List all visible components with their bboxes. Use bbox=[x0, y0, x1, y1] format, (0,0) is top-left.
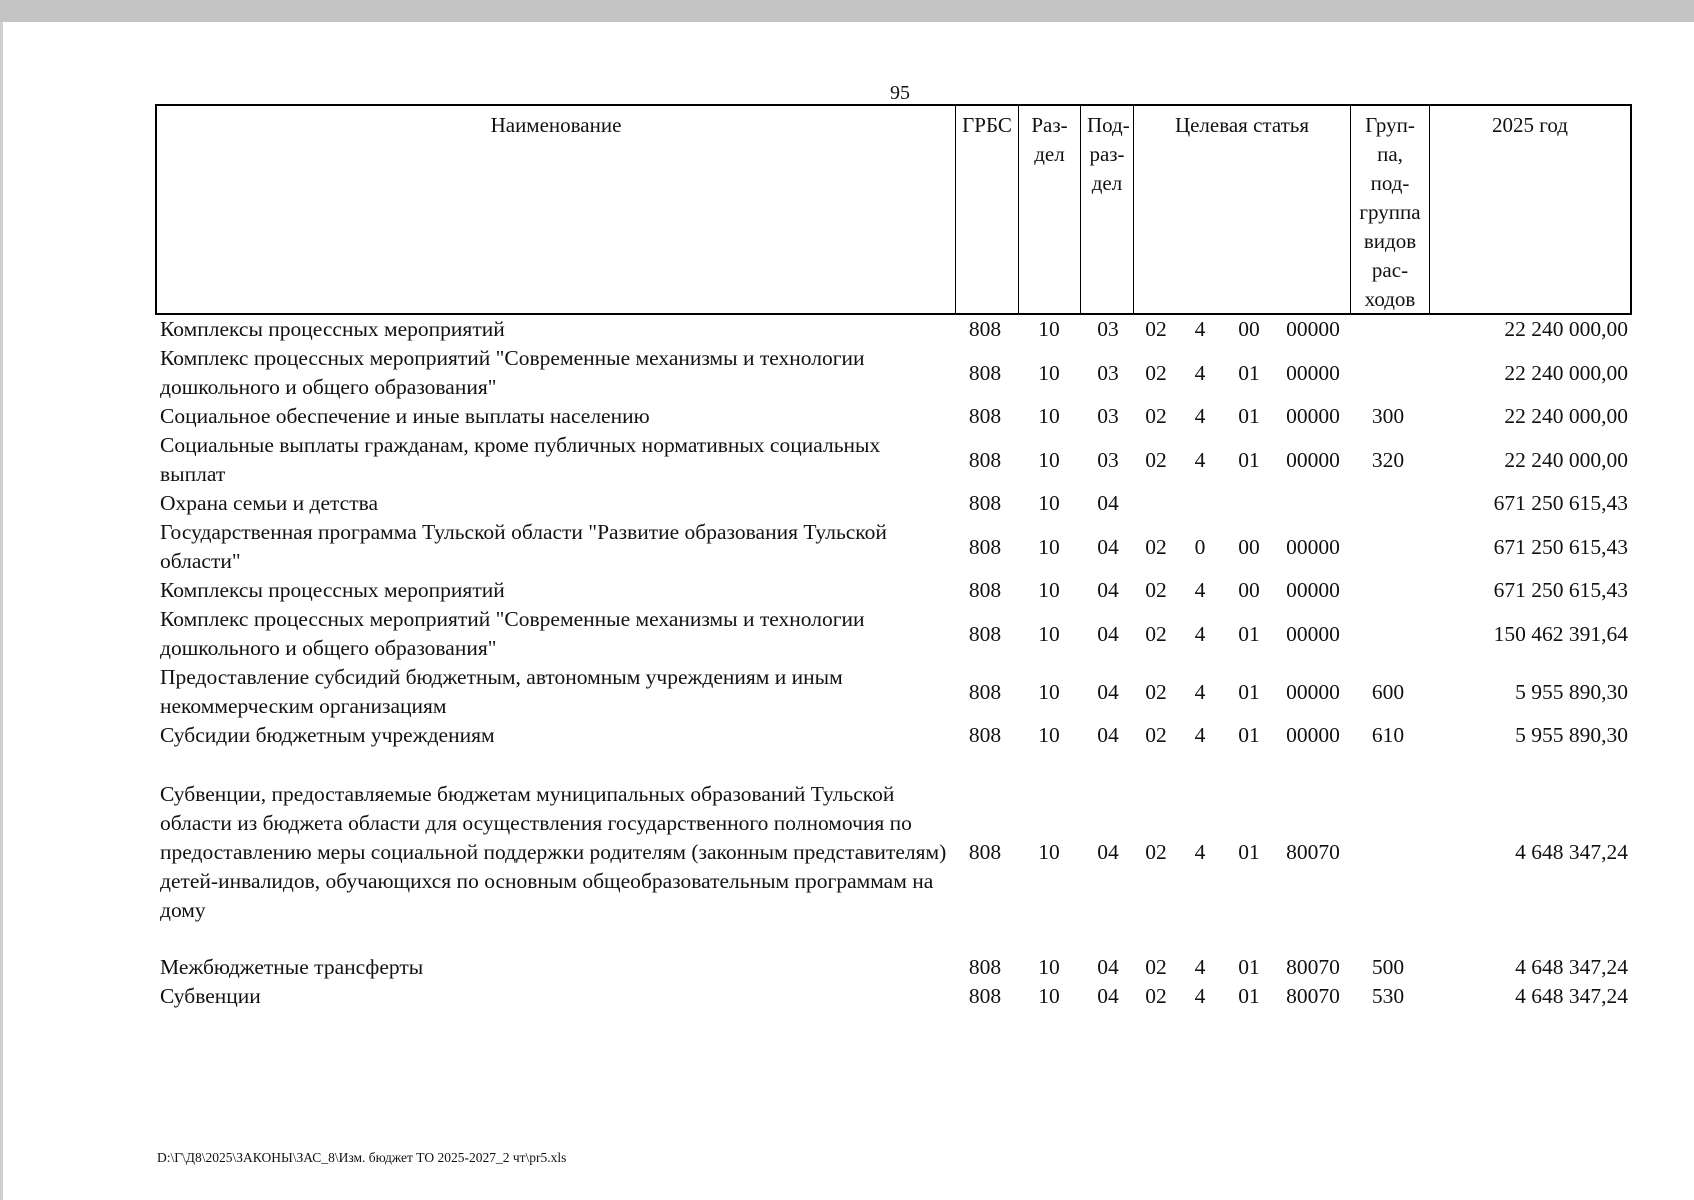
row-grbs: 808 bbox=[968, 955, 1002, 979]
row-target-type: 4 bbox=[1194, 404, 1206, 428]
row-expense-group: 500 bbox=[1371, 955, 1405, 979]
row-razdel: 10 bbox=[1038, 955, 1060, 979]
row-podrazdel: 04 bbox=[1097, 723, 1119, 747]
row-expense-group bbox=[1352, 518, 1424, 576]
row-podrazdel: 04 bbox=[1097, 621, 1119, 646]
row-target-type: 4 bbox=[1194, 447, 1206, 472]
row-target-program: 02 bbox=[1145, 679, 1167, 704]
row-podrazdel: 03 bbox=[1097, 317, 1119, 341]
row-grbs: 808 bbox=[968, 840, 1002, 864]
row-expense-group: 610 bbox=[1371, 723, 1405, 747]
row-target-type: 4 bbox=[1194, 679, 1206, 704]
row-expense-group bbox=[1352, 763, 1424, 942]
row-podrazdel: 03 bbox=[1097, 360, 1119, 385]
header-razdel: Раз- дел bbox=[1031, 113, 1068, 166]
row-expense-group bbox=[1352, 605, 1424, 663]
header-podrazdel: Под- раз- дел bbox=[1087, 113, 1130, 195]
row-target-type: 4 bbox=[1194, 840, 1206, 864]
row-target-program: 02 bbox=[1145, 534, 1167, 559]
header-grbs: ГРБС bbox=[962, 113, 1012, 137]
row-name: Межбюджетные трансферты bbox=[160, 955, 424, 979]
row-name: Комплексы процессных мероприятий bbox=[160, 578, 505, 602]
table-row bbox=[0, 763, 1694, 942]
row-amount: 22 240 000,00 bbox=[1504, 317, 1628, 341]
row-expense-group bbox=[1352, 489, 1424, 518]
row-expense-group: 300 bbox=[1371, 404, 1405, 428]
row-target-complex: 01 bbox=[1238, 404, 1260, 428]
row-razdel: 10 bbox=[1038, 317, 1060, 341]
row-name: Комплексы процессных мероприятий bbox=[160, 317, 505, 341]
row-target-type: 4 bbox=[1194, 621, 1206, 646]
row-target-type: 4 bbox=[1194, 723, 1206, 747]
header-group: Груп- па, под- группа видов рас- ходов bbox=[1359, 113, 1421, 311]
row-razdel: 10 bbox=[1038, 491, 1060, 515]
row-target-direction: 80070 bbox=[1286, 955, 1340, 979]
row-amount: 5 955 890,30 bbox=[1515, 723, 1628, 747]
table-row bbox=[0, 315, 1694, 344]
header-target: Целевая статья bbox=[1174, 113, 1310, 137]
row-amount: 5 955 890,30 bbox=[1515, 679, 1628, 704]
row-target-complex: 01 bbox=[1238, 447, 1260, 472]
table-row bbox=[0, 431, 1694, 489]
row-target-complex: 00 bbox=[1238, 534, 1260, 559]
table-row bbox=[0, 721, 1694, 750]
row-target-program: 02 bbox=[1145, 621, 1167, 646]
row-amount: 22 240 000,00 bbox=[1504, 404, 1628, 428]
row-target-program: 02 bbox=[1145, 360, 1167, 385]
row-target-direction: 80070 bbox=[1286, 840, 1340, 864]
table-row bbox=[0, 402, 1694, 431]
row-target-direction: 00000 bbox=[1286, 317, 1340, 341]
header-year-cell bbox=[1429, 106, 1630, 313]
row-razdel: 10 bbox=[1038, 360, 1060, 385]
table-row bbox=[0, 344, 1694, 402]
row-expense-group bbox=[1352, 315, 1424, 344]
row-name: Субсидии бюджетным учреждениям bbox=[160, 723, 495, 747]
header-name: Наименование bbox=[490, 113, 622, 137]
row-grbs: 808 bbox=[968, 723, 1002, 747]
table-row bbox=[0, 576, 1694, 605]
row-razdel: 10 bbox=[1038, 840, 1060, 864]
row-target-complex bbox=[1226, 489, 1272, 518]
row-name: Субвенции, предоставляемые бюджетам муниципальных образований Тульской области из бюджета области для осуществления государственного полномочия по предоставлению меры социальной поддержки родителям (законным представителям) детей-инвалидов, обучающихся по основным общеобразовательным программам на дому bbox=[160, 782, 947, 922]
row-target-direction: 00000 bbox=[1286, 534, 1340, 559]
row-target-complex: 01 bbox=[1238, 621, 1260, 646]
row-target-type: 4 bbox=[1194, 317, 1206, 341]
row-target-program: 02 bbox=[1145, 447, 1167, 472]
row-grbs: 808 bbox=[968, 679, 1002, 704]
row-grbs: 808 bbox=[968, 447, 1002, 472]
row-name: Охрана семьи и детства bbox=[160, 491, 379, 515]
header-year: 2025 год bbox=[1492, 113, 1568, 137]
row-razdel: 10 bbox=[1038, 679, 1060, 704]
row-expense-group bbox=[1352, 344, 1424, 402]
row-target-complex: 00 bbox=[1238, 578, 1260, 602]
row-amount: 22 240 000,00 bbox=[1504, 360, 1628, 385]
row-target-direction: 00000 bbox=[1286, 679, 1340, 704]
row-target-complex: 01 bbox=[1238, 840, 1260, 864]
row-target-type: 0 bbox=[1194, 534, 1206, 559]
row-target-complex: 01 bbox=[1238, 360, 1260, 385]
row-grbs: 808 bbox=[968, 360, 1002, 385]
row-target-direction: 00000 bbox=[1286, 404, 1340, 428]
header-podrazdel-cell bbox=[1080, 106, 1133, 313]
row-amount: 671 250 615,43 bbox=[1493, 491, 1628, 515]
page-number: 95 bbox=[890, 82, 910, 104]
row-grbs: 808 bbox=[968, 621, 1002, 646]
table-row bbox=[0, 953, 1694, 982]
file-path-footer: D:\Г\Д8\2025\ЗАКОНЫ\ЗАС_8\Изм. бюджет ТО 2025-2027_2 чт\pr5.xls bbox=[157, 1150, 567, 1165]
row-target-direction: 80070 bbox=[1286, 984, 1340, 1008]
row-expense-group: 320 bbox=[1371, 447, 1405, 472]
row-podrazdel: 04 bbox=[1097, 534, 1119, 559]
row-amount: 4 648 347,24 bbox=[1515, 955, 1628, 979]
row-expense-group: 530 bbox=[1371, 984, 1405, 1008]
row-grbs: 808 bbox=[968, 404, 1002, 428]
table-header bbox=[155, 104, 1632, 315]
row-podrazdel: 03 bbox=[1097, 404, 1119, 428]
row-name: Государственная программа Тульской области "Развитие образования Тульской области" bbox=[160, 520, 887, 573]
row-razdel: 10 bbox=[1038, 984, 1060, 1008]
header-group-cell bbox=[1350, 106, 1429, 313]
row-target-type: 4 bbox=[1194, 955, 1206, 979]
row-target-program: 02 bbox=[1145, 955, 1167, 979]
row-target-complex: 01 bbox=[1238, 679, 1260, 704]
table-row bbox=[0, 489, 1694, 518]
row-target-direction: 00000 bbox=[1286, 360, 1340, 385]
row-podrazdel: 03 bbox=[1097, 447, 1119, 472]
row-podrazdel: 04 bbox=[1097, 491, 1119, 515]
row-expense-group: 600 bbox=[1371, 679, 1405, 704]
row-target-program: 02 bbox=[1145, 317, 1167, 341]
row-target-complex: 00 bbox=[1238, 317, 1260, 341]
row-podrazdel: 04 bbox=[1097, 955, 1119, 979]
row-target-program: 02 bbox=[1145, 840, 1167, 864]
row-name: Комплекс процессных мероприятий "Современные механизмы и технологии дошкольного и общего образования" bbox=[160, 346, 865, 399]
row-target-direction: 00000 bbox=[1286, 621, 1340, 646]
row-podrazdel: 04 bbox=[1097, 578, 1119, 602]
row-target-complex: 01 bbox=[1238, 984, 1260, 1008]
row-target-direction: 00000 bbox=[1286, 723, 1340, 747]
table-row bbox=[0, 982, 1694, 1011]
row-name: Предоставление субсидий бюджетным, автономным учреждениям и иным некоммерческим организациям bbox=[160, 665, 843, 718]
row-amount: 671 250 615,43 bbox=[1493, 534, 1628, 559]
row-amount: 150 462 391,64 bbox=[1493, 621, 1628, 646]
row-razdel: 10 bbox=[1038, 447, 1060, 472]
row-grbs: 808 bbox=[968, 984, 1002, 1008]
row-razdel: 10 bbox=[1038, 723, 1060, 747]
row-amount: 671 250 615,43 bbox=[1493, 578, 1628, 602]
row-grbs: 808 bbox=[968, 317, 1002, 341]
table-row bbox=[0, 663, 1694, 721]
row-podrazdel: 04 bbox=[1097, 840, 1119, 864]
row-target-program: 02 bbox=[1145, 578, 1167, 602]
header-target-cell bbox=[1133, 106, 1350, 313]
row-target-complex: 01 bbox=[1238, 955, 1260, 979]
table-row bbox=[0, 605, 1694, 663]
row-target-program: 02 bbox=[1145, 984, 1167, 1008]
row-grbs: 808 bbox=[968, 578, 1002, 602]
row-target-program bbox=[1134, 489, 1178, 518]
row-amount: 4 648 347,24 bbox=[1515, 840, 1628, 864]
row-name: Социальные выплаты гражданам, кроме публичных нормативных социальных выплат bbox=[160, 433, 881, 486]
row-expense-group bbox=[1352, 576, 1424, 605]
row-target-program: 02 bbox=[1145, 723, 1167, 747]
row-grbs: 808 bbox=[968, 534, 1002, 559]
scan-top-border bbox=[0, 0, 1694, 22]
row-amount: 22 240 000,00 bbox=[1504, 447, 1628, 472]
row-razdel: 10 bbox=[1038, 404, 1060, 428]
row-target-type bbox=[1180, 489, 1220, 518]
table-row bbox=[0, 518, 1694, 576]
row-target-type: 4 bbox=[1194, 578, 1206, 602]
row-target-complex: 01 bbox=[1238, 723, 1260, 747]
row-amount: 4 648 347,24 bbox=[1515, 984, 1628, 1008]
row-name: Социальное обеспечение и иные выплаты населению bbox=[160, 404, 650, 428]
row-target-direction bbox=[1278, 489, 1348, 518]
row-target-type: 4 bbox=[1194, 984, 1206, 1008]
row-name: Комплекс процессных мероприятий "Современные механизмы и технологии дошкольного и общего образования" bbox=[160, 607, 865, 660]
header-name-cell bbox=[157, 106, 955, 313]
row-podrazdel: 04 bbox=[1097, 679, 1119, 704]
row-podrazdel: 04 bbox=[1097, 984, 1119, 1008]
header-razdel-cell bbox=[1018, 106, 1080, 313]
row-name: Субвенции bbox=[160, 984, 261, 1008]
row-razdel: 10 bbox=[1038, 578, 1060, 602]
row-grbs: 808 bbox=[968, 491, 1002, 515]
row-target-direction: 00000 bbox=[1286, 447, 1340, 472]
row-razdel: 10 bbox=[1038, 621, 1060, 646]
header-grbs-cell bbox=[955, 106, 1018, 313]
row-target-program: 02 bbox=[1145, 404, 1167, 428]
row-target-type: 4 bbox=[1194, 360, 1206, 385]
row-target-direction: 00000 bbox=[1286, 578, 1340, 602]
row-razdel: 10 bbox=[1038, 534, 1060, 559]
